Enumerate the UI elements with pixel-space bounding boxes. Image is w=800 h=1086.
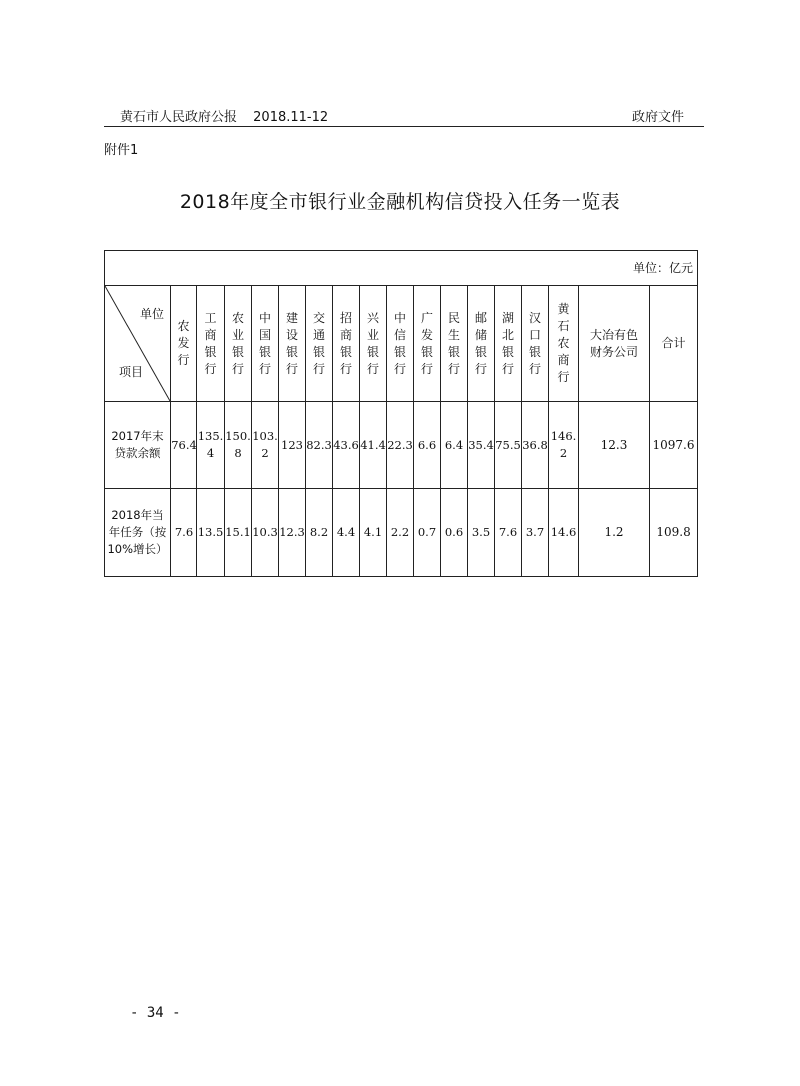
value-cell	[441, 489, 468, 577]
value-text: 36.8	[522, 437, 548, 452]
value-cell	[387, 402, 414, 489]
table-row	[105, 489, 698, 577]
value-cell	[279, 402, 306, 489]
value-text: 8.2	[309, 525, 329, 539]
value-cell	[441, 402, 468, 489]
value-cell	[171, 489, 197, 577]
column-header-text: 湖北银行	[502, 310, 515, 376]
column-header-text: 广发银行	[421, 310, 434, 376]
column-header	[306, 286, 333, 402]
value-text: 150.8	[225, 429, 251, 460]
value-text: 13.5	[197, 525, 224, 539]
column-header	[414, 286, 441, 402]
column-header	[522, 286, 549, 402]
value-text: 7.6	[498, 525, 518, 539]
corner-top-label: 单位	[139, 307, 164, 321]
value-cell	[522, 489, 549, 577]
value-cell	[197, 402, 225, 489]
column-header-text: 汉口银行	[529, 310, 542, 376]
value-text: 43.6	[333, 437, 359, 452]
document-title: 2018年度全市银行业金融机构信贷投入任务一览表	[179, 191, 621, 213]
value-cell	[549, 489, 579, 577]
corner-cell	[105, 286, 171, 402]
column-header-text: 邮储银行	[475, 310, 488, 376]
value-cell	[197, 489, 225, 577]
value-text: 22.3	[387, 437, 413, 452]
value-text: 103.2	[252, 429, 278, 460]
row-label	[105, 489, 171, 577]
column-header	[441, 286, 468, 402]
corner-bottom-label: 项目	[119, 365, 144, 379]
value-text: 12.3	[600, 437, 628, 452]
column-header	[549, 286, 579, 402]
value-cell	[306, 402, 333, 489]
column-header-text: 大冶有色财务公司	[590, 327, 639, 359]
column-header	[360, 286, 387, 402]
column-header-text: 民生银行	[448, 310, 461, 376]
value-text: 146.2	[550, 429, 577, 460]
value-cell	[579, 489, 650, 577]
value-cell	[252, 489, 279, 577]
value-text: 135.4	[197, 429, 224, 460]
value-cell	[171, 402, 197, 489]
column-header	[579, 286, 650, 402]
column-header	[333, 286, 360, 402]
column-header	[468, 286, 495, 402]
column-header-text: 交通银行	[313, 310, 326, 376]
value-text: 76.4	[171, 437, 197, 452]
value-cell	[225, 489, 252, 577]
row-label	[105, 402, 171, 489]
value-text: 7.6	[174, 525, 194, 539]
value-cell	[495, 402, 522, 489]
value-text: 3.5	[471, 525, 491, 539]
value-text: 1097.6	[652, 437, 695, 452]
value-text: 0.6	[444, 525, 464, 539]
header-left	[120, 106, 340, 125]
value-cell	[333, 489, 360, 577]
column-header	[197, 286, 225, 402]
column-header	[252, 286, 279, 402]
issue-number: 2018.11-12	[253, 110, 329, 125]
value-text: 15.1	[225, 525, 251, 539]
page-number: - 34 -	[130, 1005, 181, 1021]
value-cell	[414, 489, 441, 577]
page-header	[104, 104, 704, 127]
value-text: 0.7	[417, 525, 437, 539]
value-cell	[495, 489, 522, 577]
value-text: 6.6	[417, 437, 437, 452]
column-header	[279, 286, 306, 402]
value-text: 123	[281, 437, 303, 452]
unit-note: 单位：亿元	[105, 251, 698, 286]
value-cell	[333, 402, 360, 489]
value-cell	[387, 489, 414, 577]
column-header	[495, 286, 522, 402]
header-row	[105, 286, 698, 402]
table-row	[105, 402, 698, 489]
value-text: 12.3	[279, 525, 305, 539]
value-cell	[360, 489, 387, 577]
value-cell	[650, 489, 698, 577]
value-text: 1.2	[604, 525, 624, 539]
value-text: 109.8	[656, 525, 691, 539]
value-text: 82.3	[306, 437, 332, 452]
value-cell	[225, 402, 252, 489]
column-header-text: 建设银行	[286, 310, 299, 376]
value-cell	[468, 489, 495, 577]
column-header-text: 中信银行	[394, 310, 407, 376]
column-header-text: 兴业银行	[367, 310, 380, 376]
row-label-text: 2018年当年任务（按10%增长）	[107, 508, 168, 556]
value-cell	[252, 402, 279, 489]
value-text: 3.7	[525, 525, 545, 539]
value-text: 4.4	[336, 525, 356, 539]
section-name: 政府文件	[631, 110, 684, 125]
value-cell	[306, 489, 333, 577]
value-text: 6.4	[444, 437, 464, 452]
value-text: 10.3	[252, 525, 278, 539]
column-header	[225, 286, 252, 402]
value-cell	[414, 402, 441, 489]
value-cell	[650, 402, 698, 489]
value-text: 75.5	[495, 437, 521, 452]
diagonal-line	[105, 286, 170, 401]
value-text: 4.1	[363, 525, 383, 539]
value-cell	[468, 402, 495, 489]
column-header-text: 合计	[661, 336, 686, 350]
publication-name: 黄石市人民政府公报	[120, 110, 238, 125]
value-text: 35.4	[468, 437, 494, 452]
column-header	[650, 286, 698, 402]
value-cell	[279, 489, 306, 577]
column-header	[387, 286, 414, 402]
value-cell	[549, 402, 579, 489]
value-cell	[360, 402, 387, 489]
column-header-text: 招商银行	[340, 310, 353, 376]
row-label-text: 2017年末贷款余额	[111, 429, 164, 460]
value-text: 14.6	[550, 525, 577, 539]
column-header-text: 工商银行	[204, 310, 217, 376]
value-text: 2.2	[390, 525, 410, 539]
value-cell	[579, 402, 650, 489]
value-cell	[522, 402, 549, 489]
column-header-text: 农业银行	[232, 310, 245, 376]
credit-task-table	[104, 250, 698, 577]
column-header	[171, 286, 197, 402]
attachment-label: 附件1	[104, 143, 139, 158]
column-header-text: 农发行	[177, 319, 190, 367]
column-header-text: 中国银行	[259, 310, 272, 376]
value-text: 41.4	[360, 437, 386, 452]
column-header-text: 黄石农商行	[557, 302, 570, 384]
